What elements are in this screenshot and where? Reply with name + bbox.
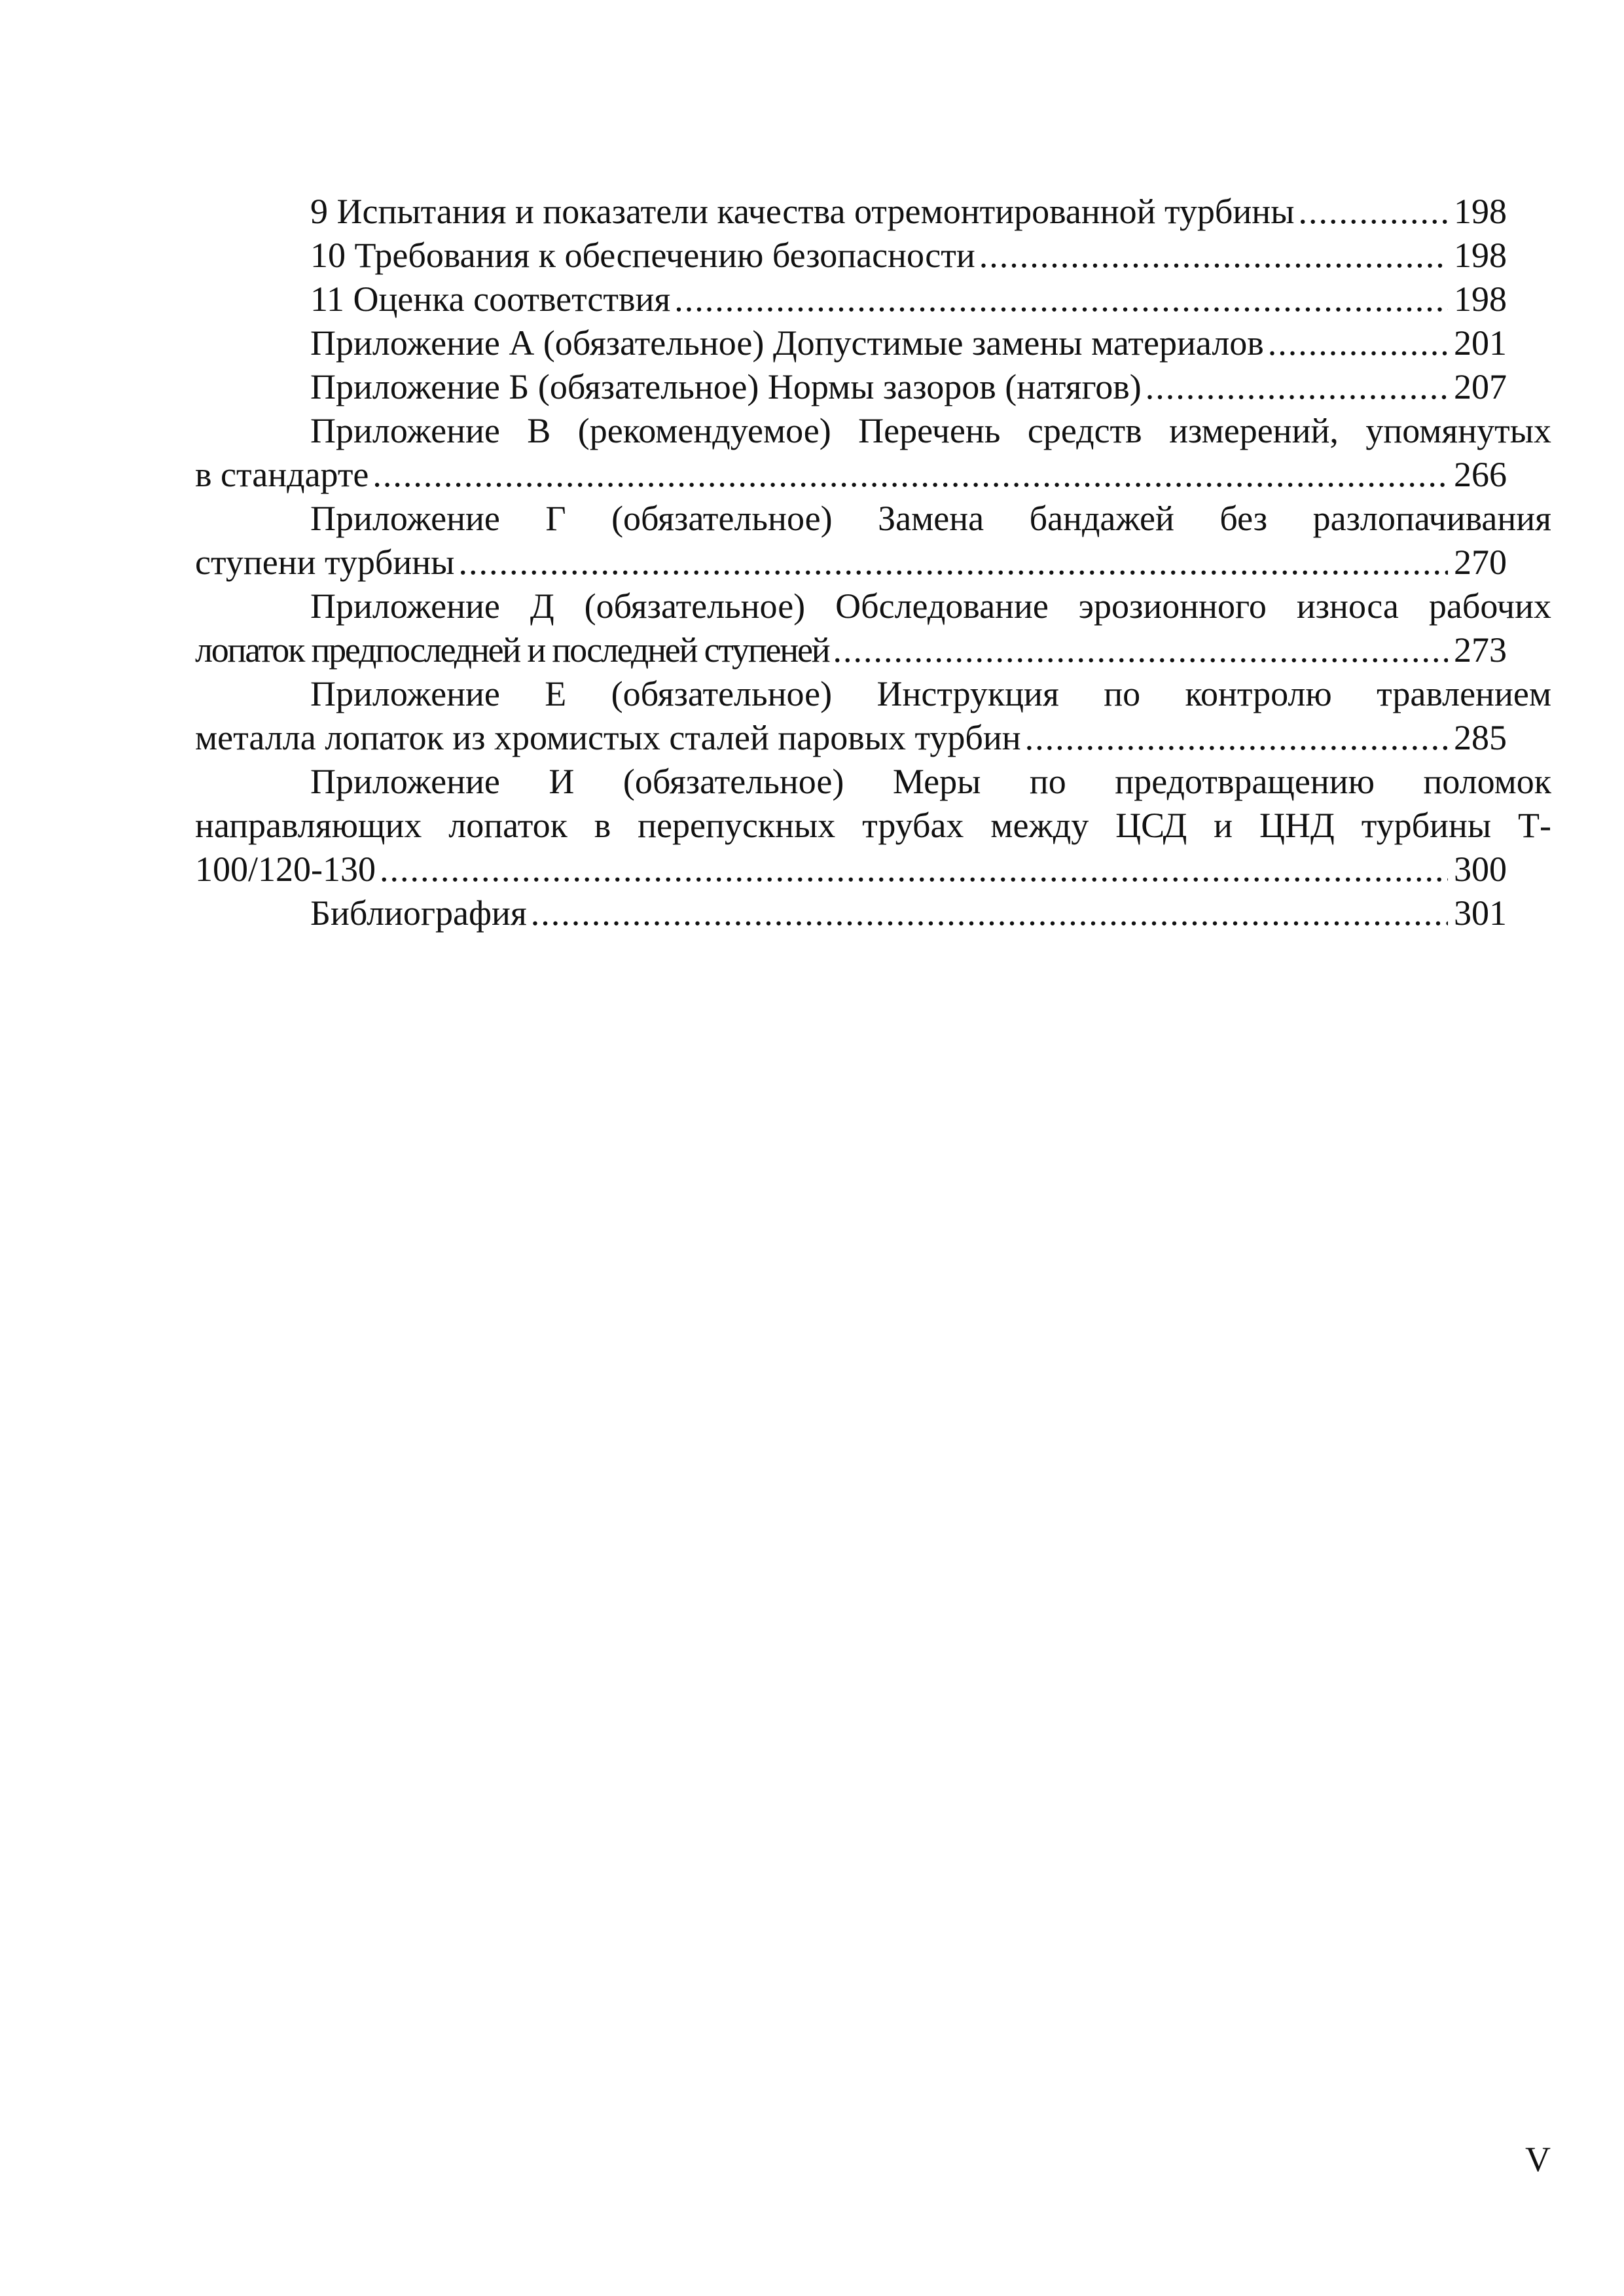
toc-entry-title: металла лопаток из хромистых сталей паровых турбин	[195, 718, 1021, 757]
toc-page-number: 198	[1454, 236, 1507, 275]
toc-entry-title-line: Приложение В (рекомендуемое) Перечень средств измерений, упомянутых	[310, 411, 1551, 450]
dot-leader	[458, 541, 1448, 584]
toc-page-number: 300	[1454, 850, 1507, 889]
toc-entry-title-line: Приложение Г (обязательное) Замена бандажей без разлопачивания	[310, 499, 1551, 538]
toc-page-number: 266	[1454, 455, 1507, 494]
toc-entry-title-line: направляющих лопаток в перепускных трубах между ЦСД и ЦНД турбины Т-	[195, 806, 1551, 845]
toc-page-number: 273	[1454, 630, 1507, 670]
toc-entry[interactable]	[195, 365, 1551, 409]
toc-entry[interactable]	[195, 234, 1551, 278]
toc-entry-title: Приложение А (обязательное) Допустимые замены материалов	[310, 323, 1264, 363]
toc-entry[interactable]	[195, 409, 1551, 497]
toc-entry-title: 100/120-130	[195, 850, 376, 889]
dot-leader	[380, 848, 1448, 891]
toc-entry[interactable]	[195, 321, 1551, 365]
toc-entry-title: Библиография	[310, 893, 527, 933]
table-of-contents	[195, 190, 1551, 935]
toc-entry[interactable]	[195, 584, 1551, 672]
toc-entry[interactable]	[195, 891, 1551, 935]
toc-entry-title: лопаток предпоследней и последней ступеней	[195, 630, 829, 670]
dot-leader	[1298, 190, 1448, 234]
toc-entry[interactable]	[195, 760, 1551, 891]
toc-entry-title-line: Приложение Е (обязательное) Инструкция по контролю травлением	[310, 674, 1551, 713]
toc-page-number: 301	[1454, 893, 1507, 933]
toc-entry-title: 10 Требования к обеспечению безопасности	[310, 236, 975, 275]
toc-entry-title: Приложение Б (обязательное) Нормы зазоров (натягов)	[310, 367, 1142, 406]
toc-entry-title: 9 Испытания и показатели качества отремонтированной турбины	[310, 192, 1295, 231]
toc-entry-title-line: Приложение Д (обязательное) Обследование эрозионного износа рабочих	[310, 586, 1551, 626]
dot-leader	[1025, 716, 1448, 760]
toc-entry-title: ступени турбины	[195, 543, 455, 582]
toc-page-number: 285	[1454, 718, 1507, 757]
toc-page-number: 198	[1454, 192, 1507, 231]
toc-entry-title: 11 Оценка соответствия	[310, 279, 671, 319]
page-number-footer: V	[1525, 2140, 1551, 2179]
dot-leader	[531, 891, 1448, 935]
toc-entry-title: в стандарте	[195, 455, 369, 494]
dot-leader	[1146, 365, 1448, 409]
toc-entry[interactable]	[195, 190, 1551, 234]
toc-page-number: 207	[1454, 367, 1507, 406]
toc-entry-title-line: Приложение И (обязательное) Меры по предотвращению поломок	[310, 762, 1551, 801]
toc-entry[interactable]	[195, 278, 1551, 321]
toc-page-number: 198	[1454, 279, 1507, 319]
toc-entry[interactable]	[195, 672, 1551, 760]
dot-leader	[674, 278, 1448, 321]
dot-leader	[979, 234, 1448, 278]
dot-leader	[1268, 321, 1448, 365]
toc-page-number: 270	[1454, 543, 1507, 582]
dot-leader	[833, 628, 1448, 672]
toc-entry[interactable]	[195, 497, 1551, 584]
toc-page-number: 201	[1454, 323, 1507, 363]
dot-leader	[372, 453, 1448, 497]
